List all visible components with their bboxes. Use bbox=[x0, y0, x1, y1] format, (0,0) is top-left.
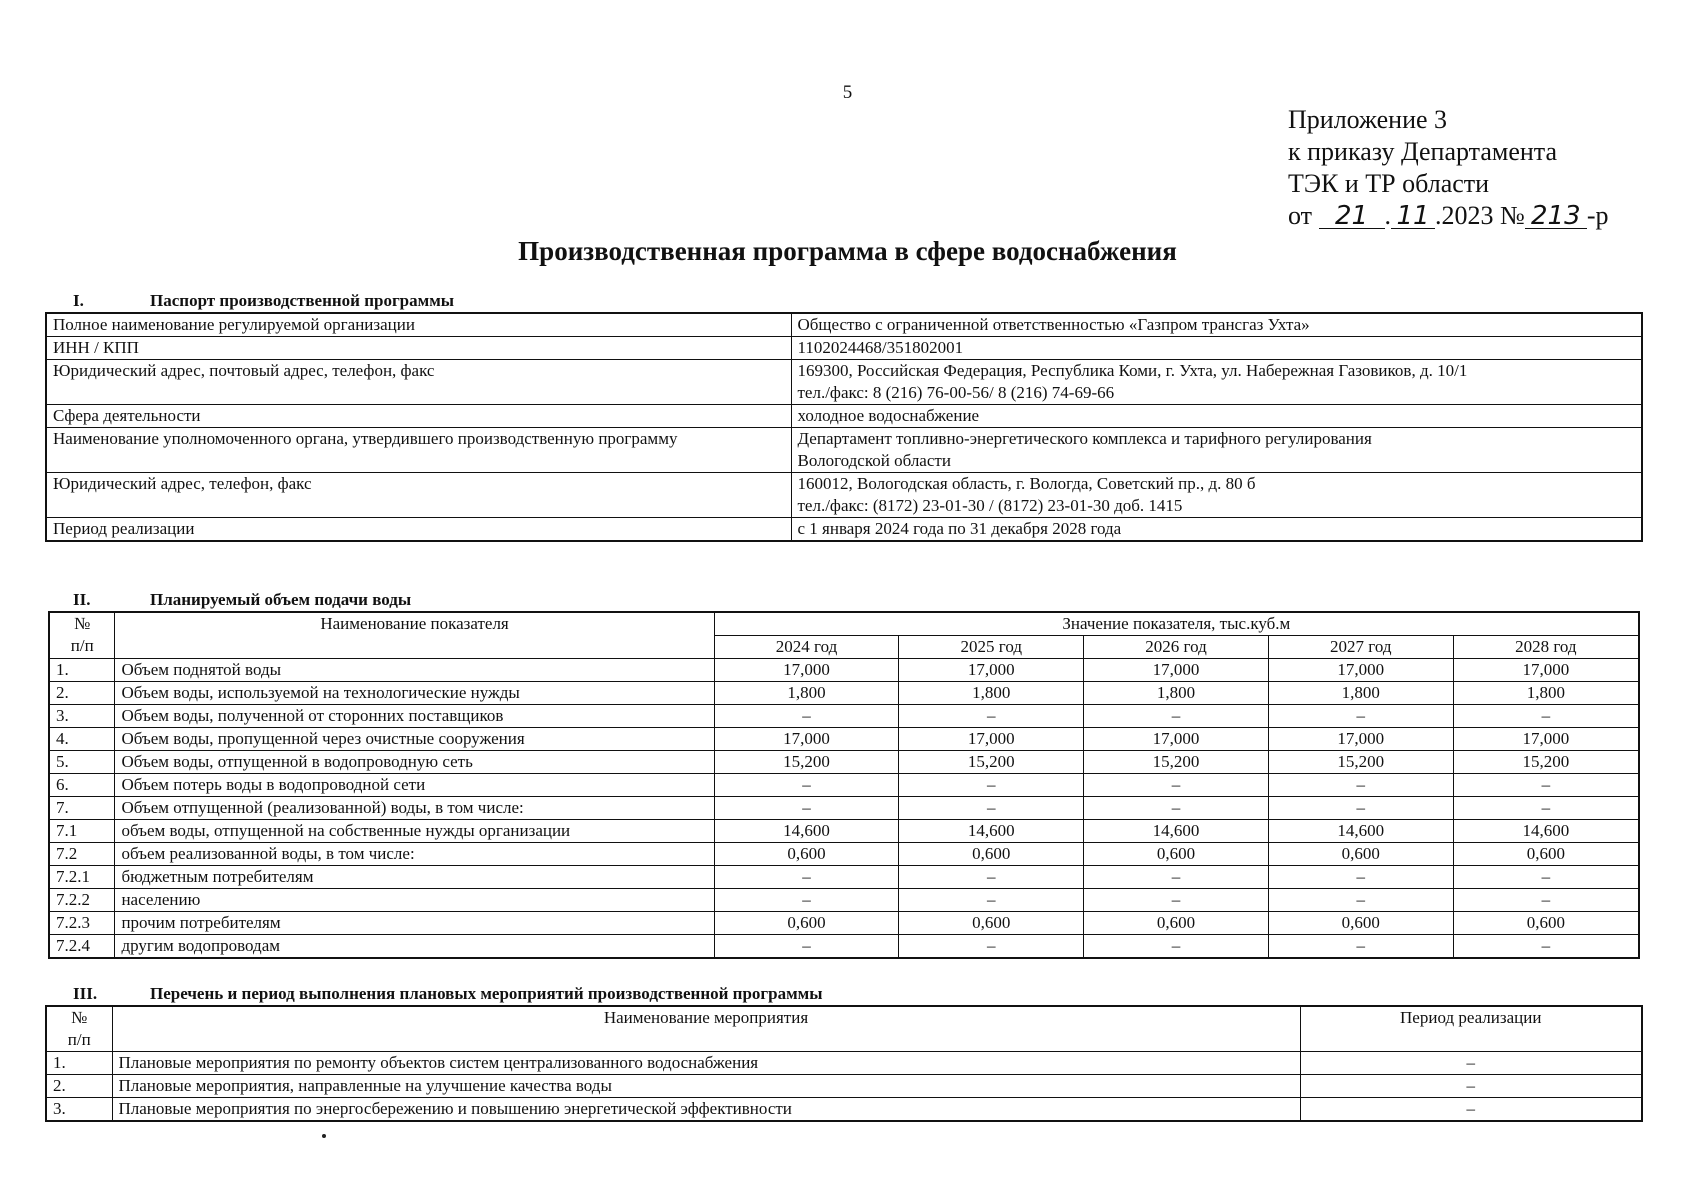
indicator-value: – bbox=[1268, 705, 1453, 728]
header-num-cell bbox=[46, 1006, 112, 1052]
indicator-name: объем реализованной воды, в том числе: bbox=[115, 843, 714, 866]
indicator-value: 15,200 bbox=[1268, 751, 1453, 774]
table-row bbox=[49, 751, 1639, 774]
indicator-value: 14,600 bbox=[1453, 820, 1639, 843]
year-header: 2025 год bbox=[899, 636, 1084, 659]
indicator-value: 15,200 bbox=[714, 751, 899, 774]
measure-period: – bbox=[1300, 1075, 1642, 1098]
indicator-value: – bbox=[1084, 935, 1269, 959]
indicator-value: – bbox=[1084, 774, 1269, 797]
indicator-name: Объем отпущенной (реализованной) воды, в том числе: bbox=[115, 797, 714, 820]
indicator-value: – bbox=[1268, 797, 1453, 820]
indicator-value: – bbox=[1268, 935, 1453, 959]
passport-value-cell bbox=[791, 518, 1642, 542]
indicator-name: Объем поднятой воды bbox=[115, 659, 714, 682]
passport-row bbox=[46, 313, 1642, 337]
indicator-value: 0,600 bbox=[714, 843, 899, 866]
indicator-value: 1,800 bbox=[899, 682, 1084, 705]
indicator-value: – bbox=[1268, 889, 1453, 912]
appendix-block bbox=[1288, 104, 1609, 232]
passport-value: с 1 января 2024 года по 31 декабря 2028 года bbox=[797, 519, 1122, 538]
passport-value-cell bbox=[791, 337, 1642, 360]
table-row bbox=[49, 866, 1639, 889]
passport-row bbox=[46, 360, 1642, 405]
table-row bbox=[49, 728, 1639, 751]
passport-label: Полное наименование регулируемой организации bbox=[46, 313, 791, 337]
appendix-date-line: от 21 . 11 .2023 № 213 -р bbox=[1288, 201, 1609, 231]
indicator-value: 15,200 bbox=[1453, 751, 1639, 774]
measure-name: Плановые мероприятия по энергосбережению и повышению энергетической эффективности bbox=[112, 1098, 1300, 1122]
table-row bbox=[46, 1098, 1642, 1122]
table-row bbox=[49, 820, 1639, 843]
indicator-value: 17,000 bbox=[1084, 728, 1269, 751]
indicator-value: 15,200 bbox=[1084, 751, 1269, 774]
table-row bbox=[49, 705, 1639, 728]
passport-value: холодное водоснабжение bbox=[797, 406, 980, 425]
measure-period: – bbox=[1300, 1098, 1642, 1122]
indicator-value: 0,600 bbox=[1453, 843, 1639, 866]
indicator-name: населению bbox=[115, 889, 714, 912]
row-number: 2. bbox=[46, 1075, 112, 1098]
indicator-value: 14,600 bbox=[899, 820, 1084, 843]
indicator-value: 0,600 bbox=[1453, 912, 1639, 935]
scan-speck bbox=[322, 1134, 326, 1138]
passport-value: Общество с ограниченной ответственностью «Газпром трансгаз Ухта» bbox=[797, 315, 1310, 334]
table-row bbox=[49, 682, 1639, 705]
table-row bbox=[49, 935, 1639, 959]
measure-period: – bbox=[1300, 1052, 1642, 1075]
table-row bbox=[49, 659, 1639, 682]
row-number: 7.2.3 bbox=[49, 912, 115, 935]
indicator-value: 0,600 bbox=[1268, 843, 1453, 866]
passport-label: Период реализации bbox=[46, 518, 791, 542]
measure-name: Плановые мероприятия по ремонту объектов систем централизованного водоснабжения bbox=[112, 1052, 1300, 1075]
indicator-value: – bbox=[714, 889, 899, 912]
indicator-name: объем воды, отпущенной на собственные нужды организации bbox=[115, 820, 714, 843]
passport-value-cell bbox=[791, 428, 1642, 473]
passport-value-cell bbox=[791, 473, 1642, 518]
header-period: Период реализации bbox=[1300, 1006, 1642, 1052]
passport-table bbox=[45, 312, 1643, 542]
indicator-name: прочим потребителям bbox=[115, 912, 714, 935]
number-suffix: -р bbox=[1586, 201, 1609, 230]
passport-row bbox=[46, 337, 1642, 360]
row-number: 1. bbox=[49, 659, 115, 682]
indicator-value: – bbox=[1453, 774, 1639, 797]
indicator-value: 17,000 bbox=[1084, 659, 1269, 682]
indicator-value: – bbox=[1453, 935, 1639, 959]
passport-value-cell bbox=[791, 360, 1642, 405]
page-number: 5 bbox=[842, 82, 853, 103]
indicator-value: 17,000 bbox=[1268, 728, 1453, 751]
row-number: 3. bbox=[46, 1098, 112, 1122]
date-prefix: от bbox=[1288, 201, 1313, 230]
handwritten-day: 21 bbox=[1319, 204, 1385, 229]
header-indicator-name: Наименование показателя bbox=[115, 612, 714, 659]
indicator-value: – bbox=[1453, 866, 1639, 889]
indicator-name: Объем воды, отпущенной в водопроводную сеть bbox=[115, 751, 714, 774]
section-1-number: I. bbox=[73, 291, 84, 310]
table-row bbox=[49, 843, 1639, 866]
passport-value-line-2: Вологодской области bbox=[797, 451, 951, 470]
indicator-value: – bbox=[1453, 705, 1639, 728]
year-header: 2026 год bbox=[1084, 636, 1269, 659]
passport-value: 169300, Российская Федерация, Республика Коми, г. Ухта, ул. Набережная Газовиков, д. 10/1 bbox=[797, 361, 1468, 380]
indicator-value: 15,200 bbox=[899, 751, 1084, 774]
row-number: 3. bbox=[49, 705, 115, 728]
indicator-value: – bbox=[1268, 774, 1453, 797]
passport-row bbox=[46, 473, 1642, 518]
indicator-value: 1,800 bbox=[1453, 682, 1639, 705]
indicator-value: – bbox=[1268, 866, 1453, 889]
indicator-value: 17,000 bbox=[899, 659, 1084, 682]
indicator-value: – bbox=[899, 866, 1084, 889]
indicator-value: – bbox=[714, 866, 899, 889]
header-num-line-1: № bbox=[71, 1008, 88, 1027]
header-measure-name: Наименование мероприятия bbox=[112, 1006, 1300, 1052]
header-num-cell bbox=[49, 612, 115, 659]
indicator-value: – bbox=[1084, 889, 1269, 912]
indicator-value: 0,600 bbox=[1268, 912, 1453, 935]
table-header-row bbox=[49, 612, 1639, 636]
indicator-value: – bbox=[1084, 866, 1269, 889]
indicator-value: – bbox=[899, 889, 1084, 912]
indicator-value: – bbox=[1084, 705, 1269, 728]
section-1-title: Паспорт производственной программы bbox=[150, 291, 455, 310]
appendix-line-3: ТЭК и ТР области bbox=[1288, 169, 1490, 198]
section-1-heading bbox=[73, 291, 454, 311]
passport-value: Департамент топливно-энергетического комплекса и тарифного регулирования bbox=[797, 429, 1372, 448]
passport-label: Наименование уполномоченного органа, утвердившего производственную программу bbox=[46, 428, 791, 473]
row-number: 1. bbox=[46, 1052, 112, 1075]
page-title: Производственная программа в сфере водоснабжения bbox=[518, 236, 1177, 266]
passport-label: ИНН / КПП bbox=[46, 337, 791, 360]
indicator-value: 17,000 bbox=[1453, 728, 1639, 751]
passport-value-line-2: тел./факс: 8 (216) 76-00-56/ 8 (216) 74-69-66 bbox=[797, 383, 1115, 402]
section-2-heading bbox=[73, 590, 411, 610]
water-volume-table bbox=[48, 611, 1640, 959]
indicator-value: 17,000 bbox=[714, 659, 899, 682]
indicator-value: – bbox=[1453, 797, 1639, 820]
header-num-line-2: п/п bbox=[70, 636, 94, 655]
table-row bbox=[49, 912, 1639, 935]
indicator-value: 0,600 bbox=[899, 912, 1084, 935]
indicator-value: 14,600 bbox=[1084, 820, 1269, 843]
indicator-value: – bbox=[899, 774, 1084, 797]
indicator-name: Объем воды, используемой на технологические нужды bbox=[115, 682, 714, 705]
passport-value: 1102024468/351802001 bbox=[797, 338, 964, 357]
indicator-value: 14,600 bbox=[714, 820, 899, 843]
row-number: 2. bbox=[49, 682, 115, 705]
indicator-value: 1,800 bbox=[1268, 682, 1453, 705]
table-row bbox=[46, 1075, 1642, 1098]
section-2-title: Планируемый объем подачи воды bbox=[150, 590, 412, 609]
passport-label: Юридический адрес, почтовый адрес, телефон, факс bbox=[46, 360, 791, 405]
passport-row bbox=[46, 405, 1642, 428]
header-indicator-value: Значение показателя, тыс.куб.м bbox=[714, 612, 1639, 636]
indicator-name: Объем потерь воды в водопроводной сети bbox=[115, 774, 714, 797]
indicator-value: 17,000 bbox=[1268, 659, 1453, 682]
table-header-row bbox=[46, 1006, 1642, 1052]
indicator-value: – bbox=[714, 935, 899, 959]
indicator-value: 1,800 bbox=[1084, 682, 1269, 705]
indicator-value: 17,000 bbox=[899, 728, 1084, 751]
passport-row bbox=[46, 428, 1642, 473]
row-number: 7.2.2 bbox=[49, 889, 115, 912]
indicator-value: 0,600 bbox=[899, 843, 1084, 866]
indicator-value: – bbox=[899, 935, 1084, 959]
header-num-line-2: п/п bbox=[67, 1030, 91, 1049]
passport-label: Юридический адрес, телефон, факс bbox=[46, 473, 791, 518]
measures-table bbox=[45, 1005, 1643, 1122]
passport-value-cell bbox=[791, 313, 1642, 337]
row-number: 6. bbox=[49, 774, 115, 797]
passport-value: 160012, Вологодская область, г. Вологда, Советский пр., д. 80 б bbox=[797, 474, 1256, 493]
row-number: 4. bbox=[49, 728, 115, 751]
indicator-name: другим водопроводам bbox=[115, 935, 714, 959]
row-number: 7.2.1 bbox=[49, 866, 115, 889]
indicator-name: Объем воды, полученной от сторонних поставщиков bbox=[115, 705, 714, 728]
handwritten-month: 11 bbox=[1391, 204, 1435, 229]
section-2-number: II. bbox=[73, 590, 91, 609]
indicator-value: 14,600 bbox=[1268, 820, 1453, 843]
indicator-value: 0,600 bbox=[1084, 912, 1269, 935]
passport-label: Сфера деятельности bbox=[46, 405, 791, 428]
appendix-line-2: к приказу Департамента bbox=[1288, 137, 1558, 166]
year-header: 2027 год bbox=[1268, 636, 1453, 659]
indicator-value: – bbox=[899, 705, 1084, 728]
table-row bbox=[49, 797, 1639, 820]
indicator-value: 0,600 bbox=[1084, 843, 1269, 866]
year-suffix: .2023 № bbox=[1435, 201, 1525, 230]
section-3-title: Перечень и период выполнения плановых мероприятий производственной программы bbox=[150, 984, 823, 1003]
row-number: 5. bbox=[49, 751, 115, 774]
table-row bbox=[49, 774, 1639, 797]
table-row bbox=[49, 889, 1639, 912]
handwritten-number: 213 bbox=[1525, 204, 1587, 229]
indicator-value: 17,000 bbox=[714, 728, 899, 751]
indicator-value: – bbox=[1084, 797, 1269, 820]
passport-value-line-2: тел./факс: (8172) 23-01-30 / (8172) 23-01-30 доб. 1415 bbox=[797, 496, 1183, 515]
passport-value-cell bbox=[791, 405, 1642, 428]
row-number: 7.1 bbox=[49, 820, 115, 843]
indicator-value: – bbox=[1453, 889, 1639, 912]
indicator-value: – bbox=[714, 705, 899, 728]
appendix-line-1: Приложение 3 bbox=[1288, 105, 1448, 134]
year-header: 2028 год bbox=[1453, 636, 1639, 659]
indicator-name: бюджетным потребителям bbox=[115, 866, 714, 889]
header-num-line-1: № bbox=[74, 614, 91, 633]
section-3-number: III. bbox=[73, 984, 98, 1003]
year-header: 2024 год bbox=[714, 636, 899, 659]
indicator-value: – bbox=[714, 774, 899, 797]
passport-row bbox=[46, 518, 1642, 542]
table-row bbox=[46, 1052, 1642, 1075]
indicator-value: – bbox=[899, 797, 1084, 820]
indicator-name: Объем воды, пропущенной через очистные сооружения bbox=[115, 728, 714, 751]
row-number: 7. bbox=[49, 797, 115, 820]
indicator-value: – bbox=[714, 797, 899, 820]
row-number: 7.2.4 bbox=[49, 935, 115, 959]
indicator-value: 17,000 bbox=[1453, 659, 1639, 682]
indicator-value: 1,800 bbox=[714, 682, 899, 705]
row-number: 7.2 bbox=[49, 843, 115, 866]
section-3-heading bbox=[73, 984, 823, 1004]
measure-name: Плановые мероприятия, направленные на улучшение качества воды bbox=[112, 1075, 1300, 1098]
indicator-value: 0,600 bbox=[714, 912, 899, 935]
